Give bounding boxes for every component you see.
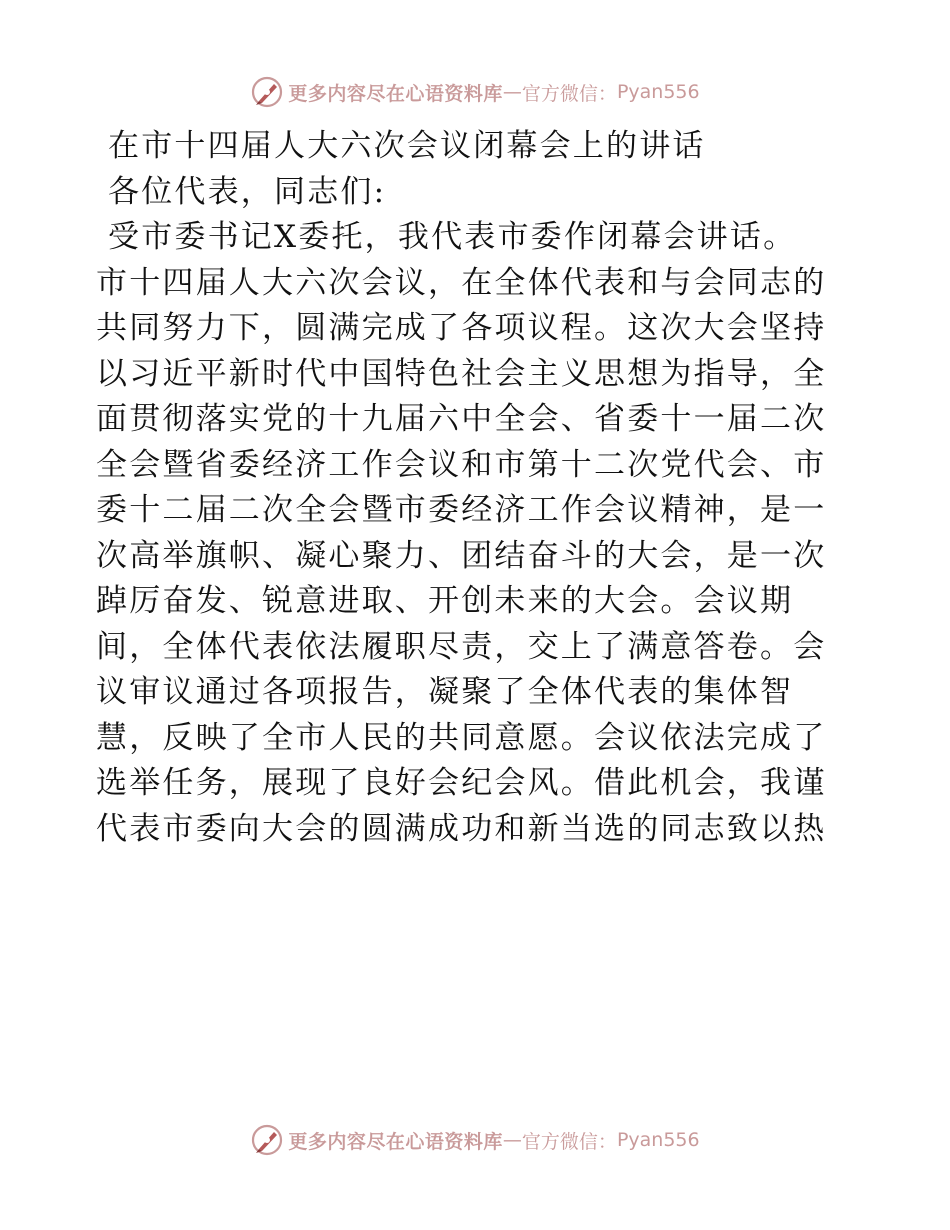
watermark-label: 官方微信： <box>521 1130 617 1153</box>
paragraph-line: 慧，反映了全市人民的共同意愿。会议依法完成了 <box>96 719 827 756</box>
document-body <box>96 124 856 852</box>
document-title: 在市十四届人大六次会议闭幕会上的讲话 <box>108 128 706 164</box>
salutation: 各位代表，同志们: <box>108 173 387 210</box>
paragraph-line: 以习近平新时代中国特色社会主义思想为指导，全 <box>96 355 827 392</box>
watermark-wechat-id: Pyan556 <box>616 81 700 103</box>
paragraph-line: 共同努力下，圆满完成了各项议程。这次大会坚持 <box>96 310 827 346</box>
paragraph-line: 次高举旗帜、凝心聚力、团结奋斗的大会，是一次 <box>96 537 827 574</box>
paragraph-line: 间，全体代表依法履职尽责，交上了满意答卷。会 <box>96 628 827 665</box>
watermark-separator: — <box>502 1129 522 1151</box>
paragraph-line: 选举任务，展现了良好会纪会风。借此机会，我谨 <box>96 765 827 801</box>
paragraph-line: 委十二届二次全会暨市委经济工作会议精神，是一 <box>96 492 827 528</box>
quill-pen-logo-icon <box>250 75 284 109</box>
paragraph-line: 受市委书记X委托，我代表市委作闭幕会讲话。 <box>108 219 797 255</box>
watermark-separator: — <box>502 81 522 103</box>
paragraph-line: 全会暨省委经济工作会议和市第十二次党代会、市 <box>96 446 827 483</box>
watermark-text: 更多内容尽在心语资料库 <box>288 82 503 105</box>
watermark-text: 更多内容尽在心语资料库 <box>288 1130 503 1153</box>
watermark-wechat-id: Pyan556 <box>616 1129 700 1151</box>
paragraph-line: 代表市委向大会的圆满成功和新当选的同志致以热 <box>96 810 827 847</box>
paragraph-line: 面贯彻落实党的十九届六中全会、省委十一届二次 <box>96 401 827 437</box>
watermark-label: 官方微信： <box>521 82 617 105</box>
quill-pen-logo-icon <box>250 1123 284 1157</box>
paragraph-line: 踔厉奋发、锐意进取、开创未来的大会。会议期 <box>96 583 794 619</box>
footer-watermark <box>0 1120 950 1160</box>
header-watermark <box>0 72 950 112</box>
paragraph-line: 议审议通过各项报告，凝聚了全体代表的集体智 <box>96 674 794 710</box>
paragraph-line: 市十四届人大六次会议，在全体代表和与会同志的 <box>96 264 827 301</box>
